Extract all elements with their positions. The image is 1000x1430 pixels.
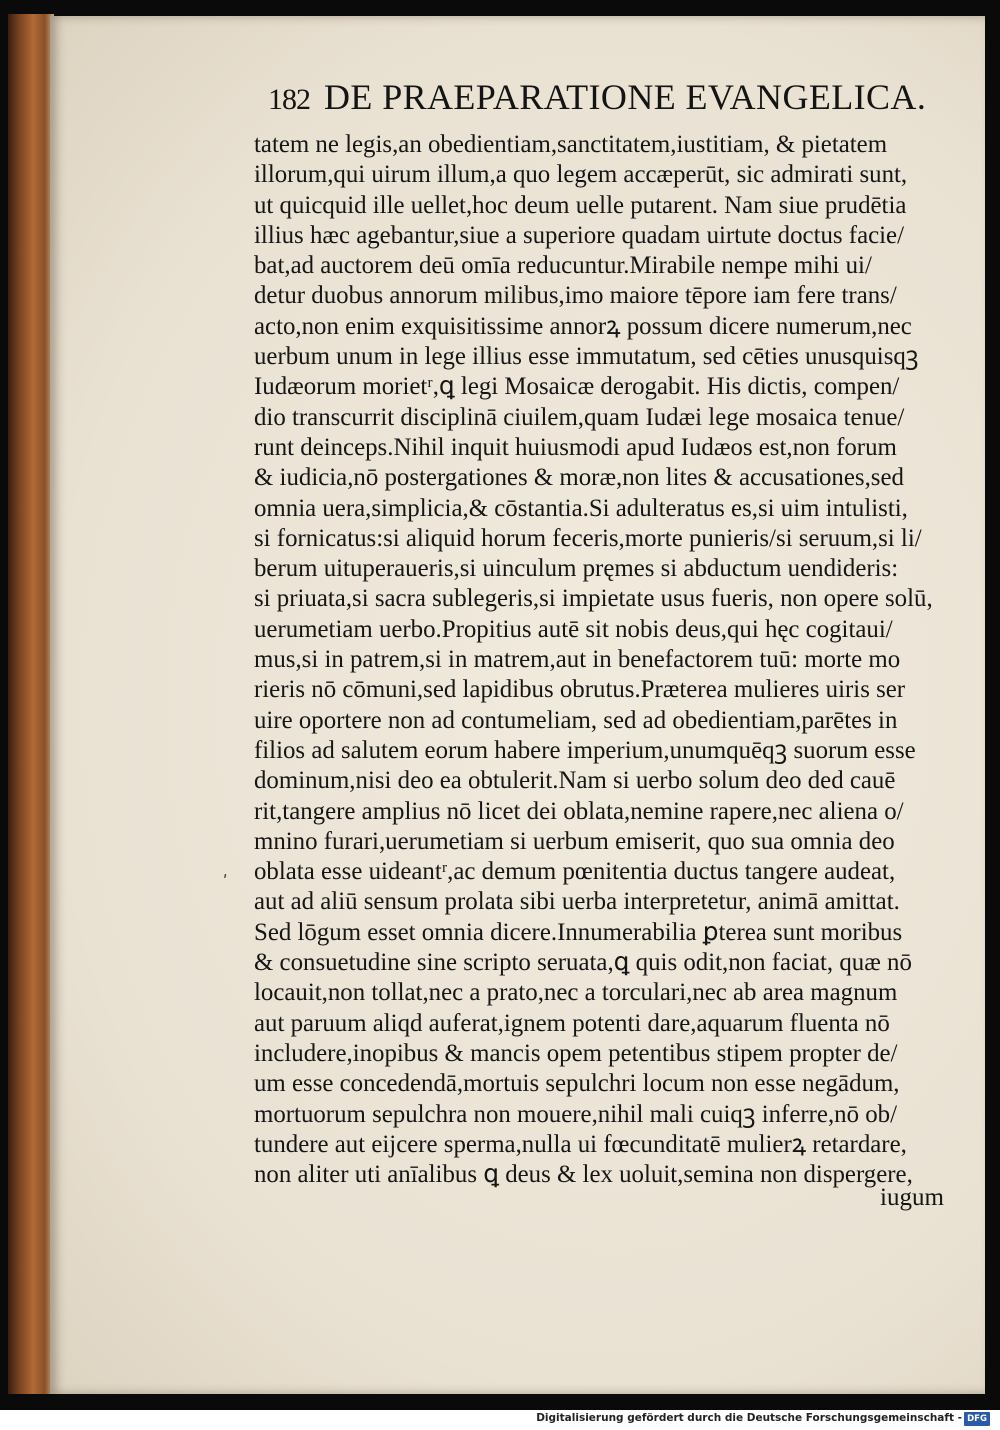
text-line: uire oportere non ad contumeliam, sed ad obedientiam,parētes in [254,706,898,734]
text-line: tundere aut eijcere sperma,nulla ui fœcunditatē mulierꝝ retardare, [254,1130,907,1158]
text-line: runt deinceps.Nihil inquit huiusmodi apud Iudæos est,non forum [254,433,897,461]
text-line: Iudæorum morietʳ,ꝗ legi Mosaicæ derogabit. His dictis, compen/ [254,373,900,401]
text-line: illius hæc agebantur,siue a superiore quadam uirtute doctus facie/ [254,221,904,249]
text-line: si fornicatus:si aliquid horum feceris,morte punieris/si seruum,si li/ [254,524,922,552]
running-title: DE PRAEPARATIONE EVANGELICA. [324,77,927,117]
funding-credit: Digitalisierung gefördert durch die Deutsche Forschungsgemeinschaft - [536,1412,962,1424]
text-line: filios ad salutem eorum habere imperium,unumquēqꝫ suorum esse [254,736,916,764]
text-line: omnia uera,simplicia,& cōstantia.Si adulteratus es,si uim intulisti, [254,494,908,522]
dfg-logo: DFG [964,1412,990,1426]
text-line: mortuorum sepulchra non mouere,nihil mali cuiqꝫ inferre,nō ob/ [254,1100,898,1128]
text-line: si priuata,si sacra sublegeris,si impietate usus fueris, non opere solū, [254,585,933,613]
body-text [254,130,974,1190]
text-line: uerbum unum in lege illius esse immutatum, sed cēties unusquisqꝫ [254,343,919,371]
text-line: bat,ad auctorem deū omīa reducuntur.Mirabile nempe mihi ui/ [254,252,872,280]
marginal-mark: ʹ [223,872,228,891]
text-line: includere,inopibus & mancis opem petentibus stipem propter de/ [254,1039,898,1067]
text-line: mnino furari,uerumetiam si uerbum emiserit, quo sua omnia deo [254,827,895,855]
text-line: aut paruum aliqd auferat,ignem potenti dare,aquarum fluenta nō [254,1009,890,1037]
running-head [268,76,988,122]
text-line: oblata esse uideantʳ,ac demum pœnitentia ductus tangere audeat, [254,858,896,886]
text-line: dominum,nisi deo ea obtulerit.Nam si uerbo solum deo ded cauē [254,767,896,795]
text-line: uerumetiam uerbo.Propitius autē sit nobis deus,qui hęc cogitaui/ [254,615,893,643]
text-line: & consuetudine sine scripto seruata,ꝗ quis odit,non faciat, quæ nō [254,949,912,977]
text-line: detur duobus annorum milibus,imo maiore tēpore iam fere trans/ [254,282,897,310]
text-line: Sed lōgum esset omnia dicere.Innumerabilia ꝑterea sunt moribus [254,918,903,946]
text-line: acto,non enim exquisitissime annorꝝ possum dicere numerum,nec [254,312,912,340]
book-fore-edge [8,14,54,1394]
text-line: mus,si in patrem,si in matrem,aut in benefactorem tuū: morte mo [254,646,901,674]
text-line: dio transcurrit disciplinā ciuilem,quam Iudæi lege mosaica tenue/ [254,403,905,431]
page-number: 182 [268,83,310,116]
text-line: non aliter uti anīalibus ꝗ deus & lex uoluit,semina non dispergere, [254,1161,913,1189]
text-line: aut ad aliū sensum prolata sibi uerba interpretetur, animā amittat. [254,888,900,916]
text-line: rit,tangere amplius nō licet dei oblata,nemine rapere,nec aliena o/ [254,797,904,825]
text-line: & iudicia,nō postergationes & moræ,non lites & accusationes,sed [254,464,904,492]
text-line: locauit,non tollat,nec a prato,nec a torculari,nec ab area magnum [254,979,898,1007]
text-line: illorum,qui uirum illum,a quo legem accæperūt, sic admirati sunt, [254,161,908,189]
text-line: rieris nō cōmuni,sed lapidibus obrutus.Præterea mulieres uiris ser [254,676,906,704]
text-line: berum uituperaueris,si uinculum pręmes si abductum uendideris: [254,555,899,583]
text-line: tatem ne legis,an obedientiam,sanctitatem,iustitiam, & pietatem [254,131,888,158]
text-line: ut quicquid ille uellet,hoc deum uelle putarent. Nam siue prudētia [254,191,907,219]
text-line: um esse concedendā,mortuis sepulchri locum non esse negādum, [254,1070,900,1098]
catchword: iugum [880,1184,944,1211]
